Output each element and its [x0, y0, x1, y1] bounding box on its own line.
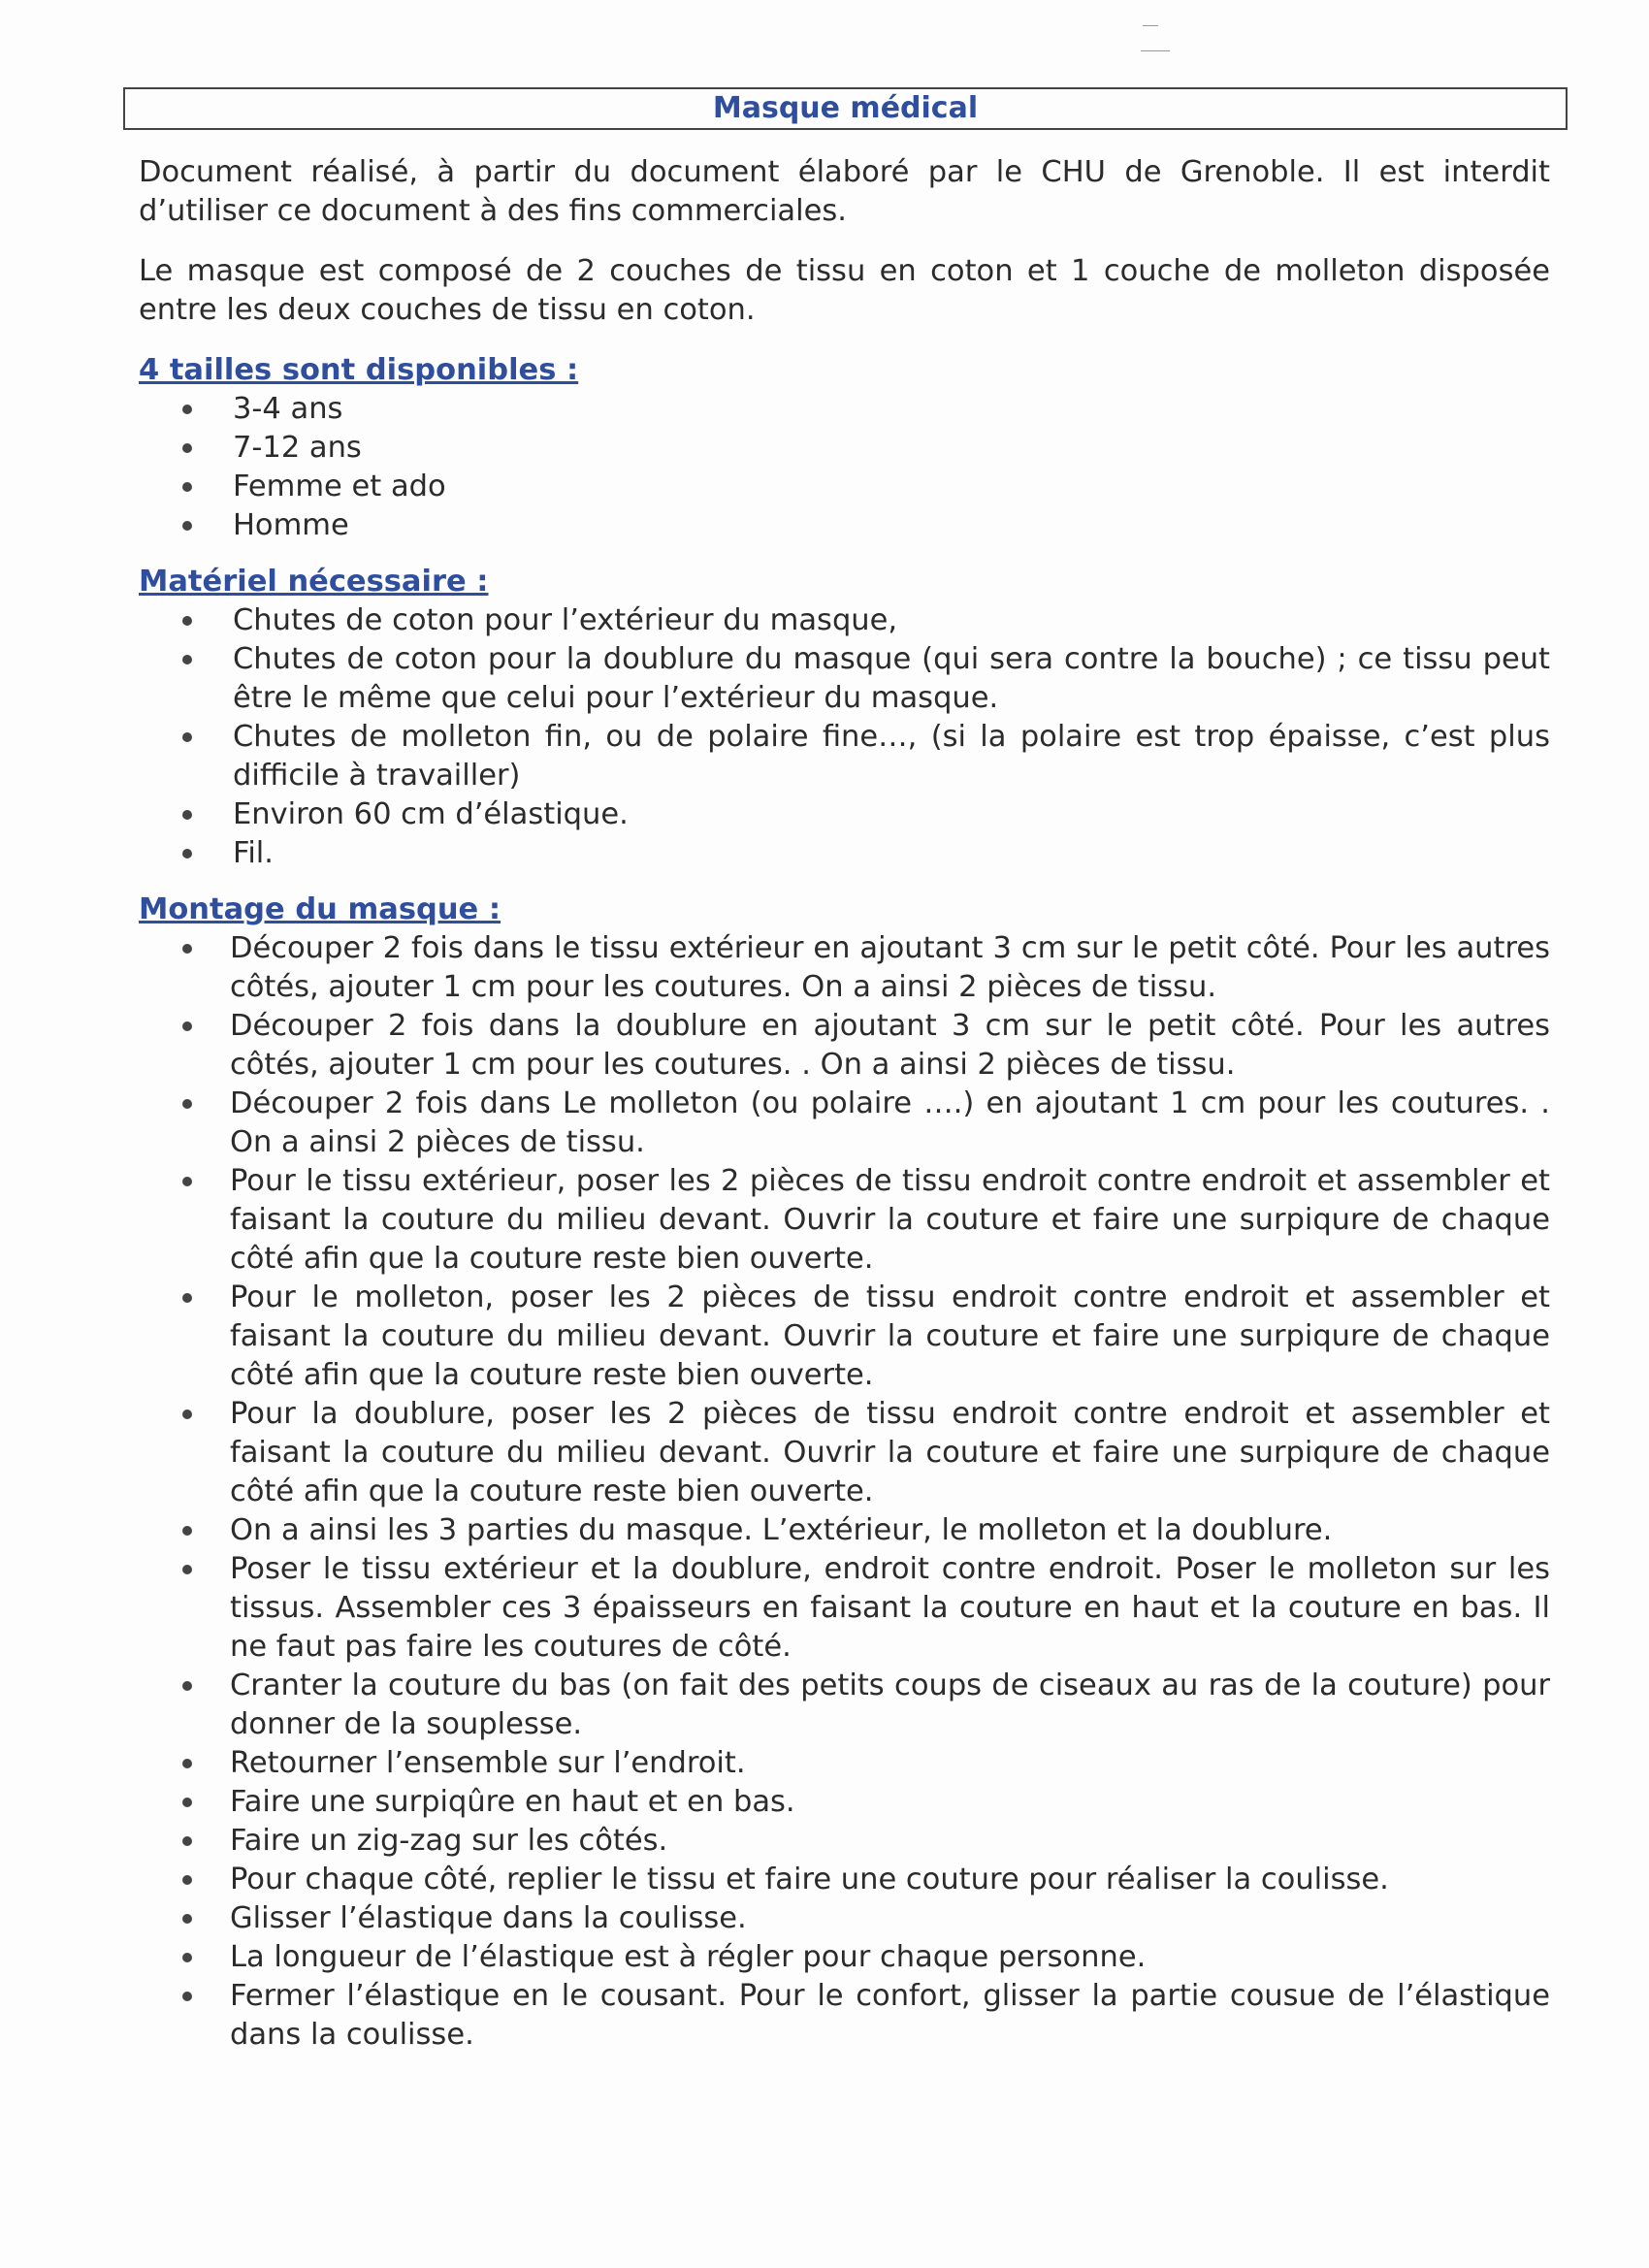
assembly-heading: Montage du masque : [139, 892, 501, 926]
assembly-list [139, 929, 1550, 2055]
list-item: Chutes de coton pour la doublure du masque (qui sera contre la bouche) ; ce tissu peut être le même que celui pour l’extérieur du masque. [139, 640, 1550, 718]
list-item: Fermer l’élastique en le cousant. Pour le confort, glisser la partie cousue de l’élastique dans la coulisse. [139, 1977, 1550, 2055]
list-item: Découper 2 fois dans le tissu extérieur en ajoutant 3 cm sur le petit côté. Pour les autres côtés, ajouter 1 cm pour les coutures. On a ainsi 2 pièces de tissu. [139, 929, 1550, 1007]
list-item: On a ainsi les 3 parties du masque. L’extérieur, le molleton et la doublure. [139, 1511, 1550, 1550]
intro-paragraph: Document réalisé, à partir du document élaboré par le CHU de Grenoble. Il est interdit d’utiliser ce document à des fins commerciales. [139, 155, 1550, 228]
list-item: Environ 60 cm d’élastique. [139, 795, 1550, 834]
page-title: Masque médical [712, 91, 979, 125]
intro-paragraph: Le masque est composé de 2 couches de tissu en coton et 1 couche de molleton disposée entre les deux couches de tissu en coton. [139, 254, 1550, 327]
list-item: Découper 2 fois dans Le molleton (ou polaire ….) en ajoutant 1 cm pour les coutures. . On a ainsi 2 pièces de tissu. [139, 1085, 1550, 1162]
sizes-heading: 4 tailles sont disponibles : [139, 353, 579, 387]
materials-list [139, 601, 1550, 873]
list-item: 7-12 ans [139, 429, 1550, 468]
list-item: Pour le tissu extérieur, poser les 2 pièces de tissu endroit contre endroit et assembler et faisant la couture du milieu devant. Ouvrir la couture et faire une surpiqure de chaque côté afin que la couture reste bien ouverte. [139, 1162, 1550, 1279]
scan-speck [1141, 50, 1170, 51]
scan-speck [1143, 25, 1158, 26]
list-item: Chutes de molleton fin, ou de polaire fine…, (si la polaire est trop épaisse, c’est plus difficile à travailler) [139, 718, 1550, 795]
list-item: Glisser l’élastique dans la coulisse. [139, 1899, 1550, 1938]
title-box [123, 87, 1568, 130]
list-item: Chutes de coton pour l’extérieur du masque, [139, 601, 1550, 640]
list-item: La longueur de l’élastique est à régler pour chaque personne. [139, 1938, 1550, 1977]
document-body [139, 153, 1550, 2072]
list-item: Femme et ado [139, 468, 1550, 506]
list-item: Homme [139, 506, 1550, 545]
list-item: 3-4 ans [139, 390, 1550, 429]
materials-heading: Matériel nécessaire : [139, 565, 489, 599]
list-item: Fil. [139, 834, 1550, 873]
list-item: Pour la doublure, poser les 2 pièces de tissu endroit contre endroit et assembler et faisant la couture du milieu devant. Ouvrir la couture et faire une surpiqure de chaque côté afin que la couture reste bien ouverte. [139, 1395, 1550, 1511]
list-item: Poser le tissu extérieur et la doublure, endroit contre endroit. Poser le molleton sur les tissus. Assembler ces 3 épaisseurs en faisant la couture en haut et la couture en bas. Il ne faut pas faire les coutures de côté. [139, 1550, 1550, 1667]
list-item: Pour chaque côté, replier le tissu et faire une couture pour réaliser la coulisse. [139, 1861, 1550, 1899]
list-item: Faire une surpiqûre en haut et en bas. [139, 1783, 1550, 1822]
list-item: Pour le molleton, poser les 2 pièces de tissu endroit contre endroit et assembler et faisant la couture du milieu devant. Ouvrir la couture et faire une surpiqure de chaque côté afin que la couture reste bien ouverte. [139, 1279, 1550, 1395]
list-item: Retourner l’ensemble sur l’endroit. [139, 1744, 1550, 1783]
sizes-list [139, 390, 1550, 545]
list-item: Découper 2 fois dans la doublure en ajoutant 3 cm sur le petit côté. Pour les autres côtés, ajouter 1 cm pour les coutures. . On a ainsi 2 pièces de tissu. [139, 1007, 1550, 1085]
list-item: Cranter la couture du bas (on fait des petits coups de ciseaux au ras de la couture) pour donner de la souplesse. [139, 1667, 1550, 1744]
list-item: Faire un zig-zag sur les côtés. [139, 1822, 1550, 1861]
